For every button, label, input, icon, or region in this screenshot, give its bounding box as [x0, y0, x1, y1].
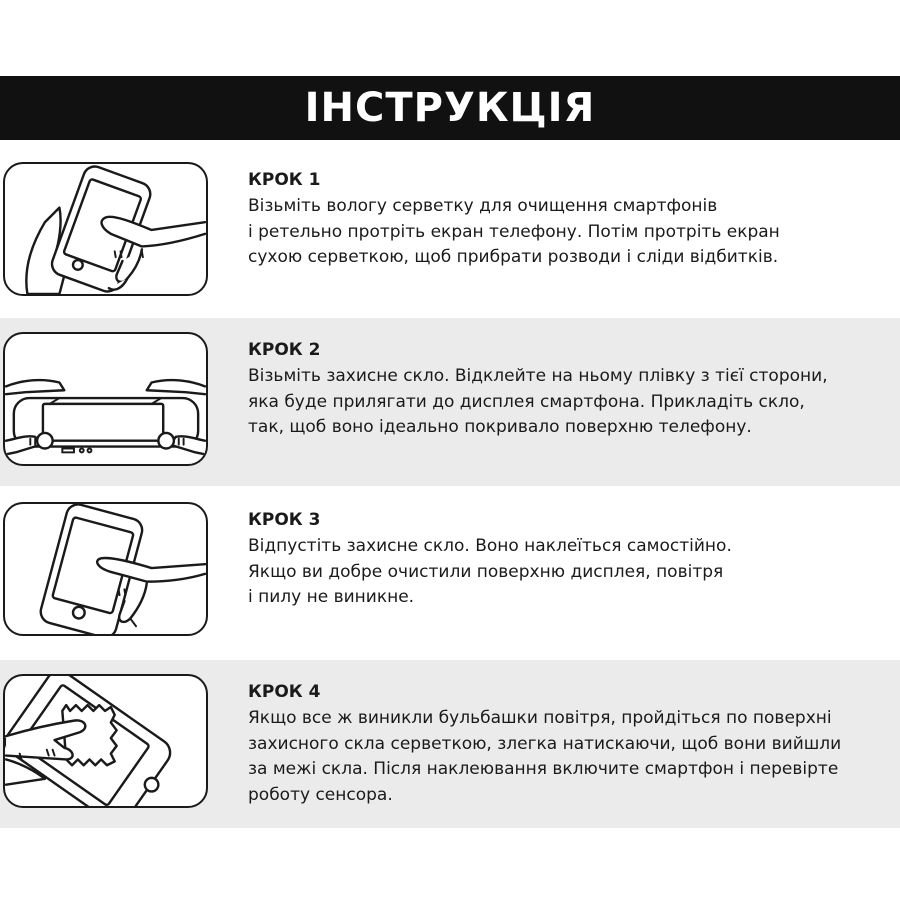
step-4 [0, 660, 900, 828]
step-1 [0, 148, 900, 316]
step-3 [0, 488, 900, 656]
step-3-text [248, 508, 898, 611]
apply-glass-icon [5, 334, 206, 464]
step-4-line-3: за межі скла. Після наклеювання включите смартфон і перевірте [248, 759, 839, 779]
step-1-line-3: сухою серветкою, щоб прибрати розводи і сліди відбитків. [248, 247, 779, 267]
step-2-illustration [3, 332, 208, 466]
step-3-line-1: Відпустіть захисне скло. Воно наклеїться самостійно. [248, 536, 732, 556]
step-1-text [248, 168, 898, 271]
step-4-line-2: захисного скла серветкою, злегка натискаючи, щоб вони вийшли [248, 733, 842, 754]
step-2-line-1: Візьміть захисне скло. Відклейте на ньому плівку з тієї сторони, [248, 366, 828, 386]
step-4-illustration [3, 674, 208, 808]
step-2-line-2: яка буде прилягати до дисплея смартфона. Прикладіть скло, [248, 391, 805, 412]
step-1-line-1: Візьміть вологу серветку для очищення смартфонів [248, 196, 718, 216]
step-4-line-1: Якщо все ж виникли бульбашки повітря, пройдіться по поверхні [248, 708, 832, 728]
step-1-line-2: і ретельно протріть екран телефону. Потім протріть екран [248, 221, 780, 242]
release-glass-icon [5, 504, 206, 634]
title-banner [0, 76, 900, 140]
step-3-line-2: Якщо ви добре очистили поверхню дисплея, повітря [248, 561, 724, 582]
step-4-title: КРОК 4 [248, 682, 321, 702]
remove-bubbles-icon [5, 676, 206, 806]
step-4-text [248, 680, 898, 808]
page-title: ІНСТРУКЦІЯ [304, 85, 596, 131]
step-3-line-3: і пилу не виникне. [248, 587, 415, 607]
step-4-line-4: роботу сенсора. [248, 784, 393, 805]
step-2 [0, 318, 900, 486]
step-2-line-3: так, щоб воно ідеально покривало поверхню телефону. [248, 417, 752, 437]
step-2-title: КРОК 2 [248, 340, 321, 360]
step-1-title: КРОК 1 [248, 170, 321, 190]
step-3-title: КРОК 3 [248, 510, 321, 530]
step-2-text [248, 338, 898, 441]
phone-wipe-icon [5, 164, 206, 294]
step-3-illustration [3, 502, 208, 636]
step-1-illustration [3, 162, 208, 296]
